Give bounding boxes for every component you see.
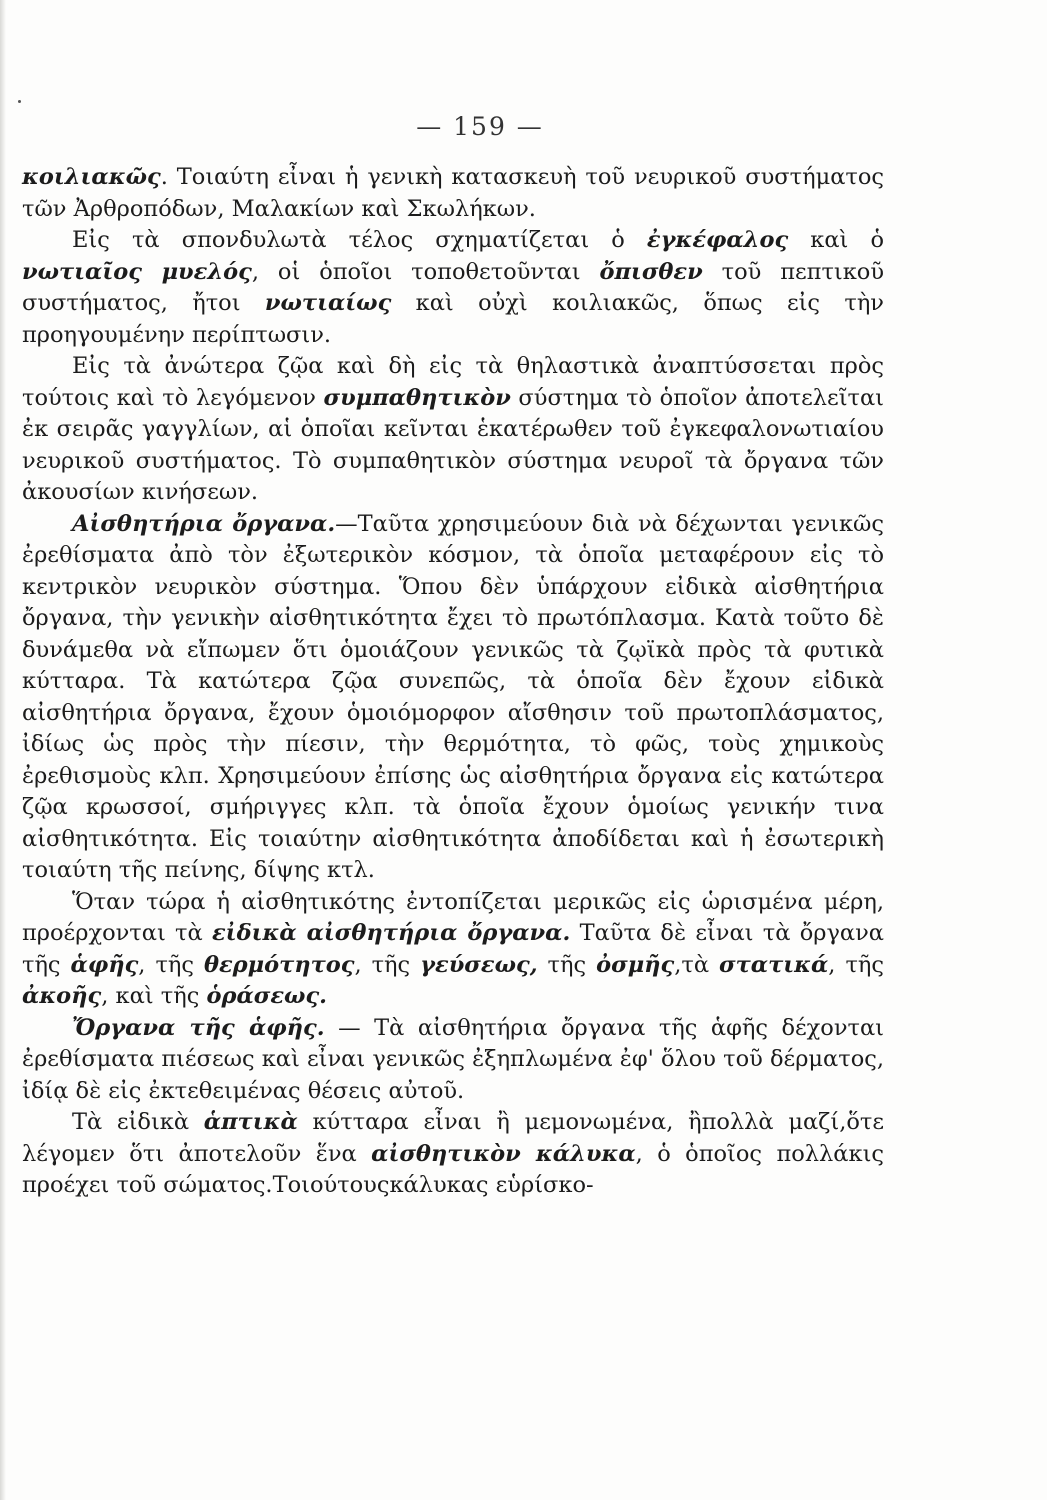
- text-run: σύστημα τὸ ὁποῖον ἀποτελεῖται ἐκ σειρᾶς γαγγλίων, αἱ ὁποῖαι κεῖνται ἑκατέρωθεν τοῦ ἐγκεφαλονωτιαίου νευρικοῦ συστήματος. Τὸ συμπαθητικὸν σύστημα νευροῖ τὰ ὄργανα τῶν ἀκουσίων κινήσεων.: [22, 384, 884, 505]
- text-run: Εἰς τὰ ἀνώτερα ζῷα καὶ δὴ εἰς τὰ θηλαστικὰ ἀναπτύσσεται πρὸς τούτοις καὶ τὸ λεγόμενον: [22, 353, 884, 411]
- emphasized-term: θερμότητος: [203, 951, 355, 978]
- text-run: τῆς: [537, 951, 597, 978]
- page-edge-shadow: [0, 0, 6, 1500]
- page-number: — 159 —: [416, 112, 544, 141]
- text-run: κύτταρα εἶναι ἢ μεμονωμένα, ἢπολλὰ μαζί,ὅτε λέγομεν ὅτι ἀποτελοῦν ἕνα: [22, 1109, 884, 1167]
- emphasized-term: ἁπτικὰ: [203, 1109, 298, 1135]
- paragraph: [22, 509, 884, 887]
- emphasized-term: συμπαθητικὸν: [323, 384, 511, 411]
- text-run: , καὶ τῆς: [101, 983, 207, 1009]
- text-run: καὶ οὐχὶ κοιλιακῶς, ὅπως εἰς τὴν προηγουμένην περίπτωσιν.: [22, 290, 884, 348]
- text-run: Ταῦτα δὲ εἶναι τὰ ὄργανα τῆς: [22, 920, 885, 978]
- paragraph: [22, 1107, 884, 1202]
- emphasized-term: ὀσμῆς: [596, 951, 675, 978]
- emphasized-term: στατικά: [719, 951, 829, 978]
- emphasized-term: ἁφῆς: [70, 951, 139, 978]
- text-run: , ὁ ὁποῖος πολλάκις προέχει τοῦ σώματος.Τοιούτουςκάλυκας εὑρίσκο-: [22, 1140, 884, 1198]
- text-run: , τῆς: [828, 951, 884, 978]
- paragraph: [22, 162, 884, 225]
- text-run: — Τὰ αἰσθητήρια ὄργανα τῆς ἁφῆς δέχονται ἐρεθίσματα πιέσεως καὶ εἶναι γενικῶς ἐξηπλωμένα ἐφ' ὅλου τοῦ δέρματος, ἰδίᾳ δὲ εἰς ἐκτεθειμένας θέσεις αὐτοῦ.: [22, 1014, 884, 1104]
- text-run: Ὅταν τώρα ἡ αἰσθητικότης ἐντοπίζεται μερικῶς εἰς ὡρισμένα μέρη, προέρχονται τὰ: [22, 888, 884, 946]
- emphasized-term: ἀκοῆς: [22, 983, 102, 1009]
- emphasized-term: ὁράσεως.: [206, 983, 327, 1009]
- paragraph: [22, 351, 884, 509]
- emphasized-term: νωτιαῖος μυελός: [22, 258, 252, 285]
- print-speck: [18, 100, 21, 103]
- paragraph: [22, 225, 884, 351]
- text-run: ,τὰ: [674, 951, 720, 978]
- text-run: , τῆς: [354, 951, 421, 978]
- emphasized-term: Ὄργανα τῆς ἁφῆς.: [72, 1014, 325, 1041]
- paragraph: [22, 887, 884, 1013]
- body-text: [22, 162, 884, 1202]
- text-run: —Ταῦτα χρησιμεύουν διὰ νὰ δέχωνται γενικῶς ἐρεθίσματα ἀπὸ τὸν ἐξωτερικὸν κόσμον, τὰ ὁποῖα μεταφέρουν εἰς τὸ κεντρικὸν νευρικὸν σύστημα. Ὅπου δὲν ὑπάρχουν εἰδικὰ αἰσθητήρια ὄργανα, τὴν γενικὴν αἰσθητικότητα ἔχει τὸ πρωτόπλασμα. Κατὰ τοῦτο δὲ δυνάμεθα νὰ εἴπωμεν ὅτι ὁμοιάζουν γενικῶς τὰ ζῳϊκὰ πρὸς τὰ φυτικὰ κύτταρα. Τὰ κατώτερα ζῷα συνεπῶς, τὰ ὁποῖα δὲν ἔχουν εἰδικὰ αἰσθητήρια ὄργανα, ἔχουν ὁμοιόμορφον αἴσθησιν τοῦ πρωτοπλάσματος, ἰδίως ὡς πρὸς τὴν πίεσιν, τὴν θερμότητα, τὸ φῶς, τοὺς χημικοὺς ἐρεθισμοὺς κλπ. Χρησιμεύουν ἐπίσης ὡς αἰσθητήρια ὄργανα εἰς κατώτερα ζῷα κρωσσοί, σμήριγγες κλπ. τὰ ὁποῖα ἔχουν ὁμοίως γενικήν τινα αἰσθητικότητα. Εἰς τοιαύτην αἰσθητικότητα ἀποδίδεται καὶ ἡ ἐσωτερικὴ τοιαύτη τῆς πείνης, δίψης κτλ.: [22, 510, 884, 883]
- text-run: καὶ ὁ: [788, 227, 884, 253]
- text-run: , οἱ ὁποῖοι τοποθετοῦνται: [251, 258, 600, 285]
- emphasized-term: εἰδικὰ αἰσθητήρια ὄργανα.: [212, 920, 571, 946]
- emphasized-term: Αἰσθητήρια ὄργανα.: [72, 510, 336, 537]
- paragraph: [22, 1013, 884, 1108]
- emphasized-term: κοιλιακῶς: [22, 164, 161, 190]
- text-run: τοῦ πεπτικοῦ συστήματος, ἤτοι: [22, 258, 885, 316]
- text-run: , τῆς: [138, 951, 204, 978]
- emphasized-term: γεύσεως,: [420, 951, 538, 978]
- text-run: Εἰς τὰ σπονδυλωτὰ τέλος σχηματίζεται ὁ: [72, 227, 647, 253]
- text-run: . Τοιαύτη εἶναι ἡ γενικὴ κατασκευὴ τοῦ νευρικοῦ συστήματος τῶν Ἀρθροπόδων, Μαλακίων καὶ Σκωλήκων.: [22, 164, 884, 222]
- text-run: Τὰ εἰδικὰ: [72, 1109, 204, 1135]
- emphasized-term: νωτιαίως: [264, 290, 392, 316]
- emphasized-term: ἐγκέφαλος: [646, 227, 789, 253]
- emphasized-term: ὄπισθεν: [599, 258, 703, 285]
- emphasized-term: αἰσθητικὸν κάλυκα: [371, 1140, 636, 1167]
